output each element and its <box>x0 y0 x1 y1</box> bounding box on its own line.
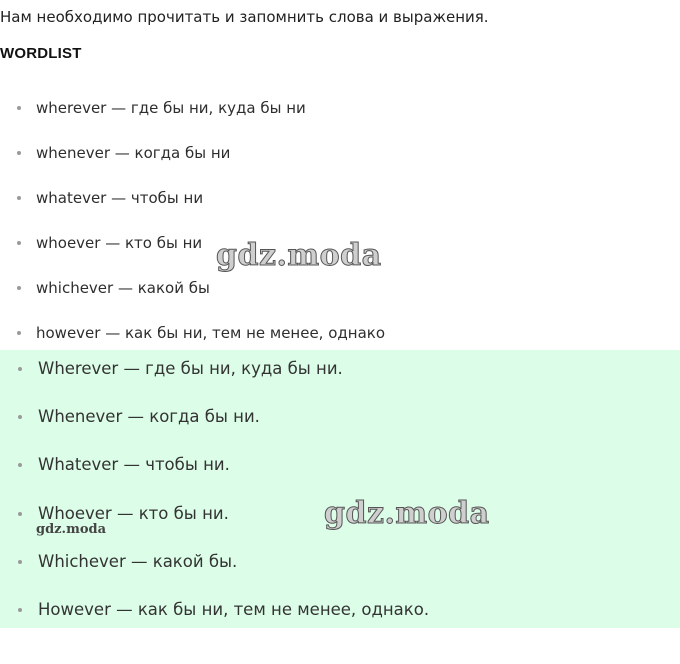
watermark-small: gdz.moda <box>36 522 107 537</box>
bullet-icon <box>17 241 21 245</box>
answer-item-text: Whenever — когда бы ни. <box>38 407 260 427</box>
bullet-icon <box>18 367 22 371</box>
answer-item <box>0 451 429 499</box>
intro-text: Нам необходимо прочитать и запомнить слова и выражения. <box>0 8 489 26</box>
watermark-logo: gdz.moda <box>324 496 490 531</box>
watermark-logo: gdz.moda <box>216 238 382 273</box>
answer-item-text: However — как бы ни, тем не менее, однако. <box>38 599 430 619</box>
bullet-icon <box>18 415 22 419</box>
answer-item <box>0 548 429 596</box>
list-item <box>0 185 385 230</box>
bullet-icon <box>17 331 21 335</box>
list-item-text: whoever — кто бы ни <box>36 234 203 252</box>
bullet-icon <box>17 286 21 290</box>
bullet-icon <box>18 512 22 516</box>
wordlist-heading: WORDLIST <box>0 45 82 62</box>
answer-item <box>0 355 429 403</box>
list-item-text: whichever — какой бы <box>36 279 210 297</box>
list-item <box>0 140 385 185</box>
wordlist <box>0 95 385 365</box>
answer-item-text: Wherever — где бы ни, куда бы ни. <box>38 359 343 378</box>
bullet-icon <box>17 106 21 110</box>
answer-item-text: Whoever — кто бы ни. <box>38 503 229 523</box>
list-item-text: however — как бы ни, тем не менее, однако <box>36 324 386 342</box>
bullet-icon <box>18 463 22 467</box>
list-item <box>0 275 385 320</box>
bullet-icon <box>17 151 21 155</box>
list-item-text: whatever — чтобы ни <box>36 189 204 207</box>
bullet-icon <box>18 608 22 612</box>
answer-item <box>0 596 429 644</box>
list-item <box>0 95 385 140</box>
list-item-text: whenever — когда бы ни <box>36 144 231 162</box>
list-item-text: wherever — где бы ни, куда бы ни <box>36 99 306 117</box>
bullet-icon <box>18 560 22 564</box>
bullet-icon <box>17 196 21 200</box>
answer-item-text: Whatever — чтобы ни. <box>38 455 230 475</box>
answer-item-text: Whichever — какой бы. <box>38 551 238 571</box>
answer-item <box>0 403 429 451</box>
